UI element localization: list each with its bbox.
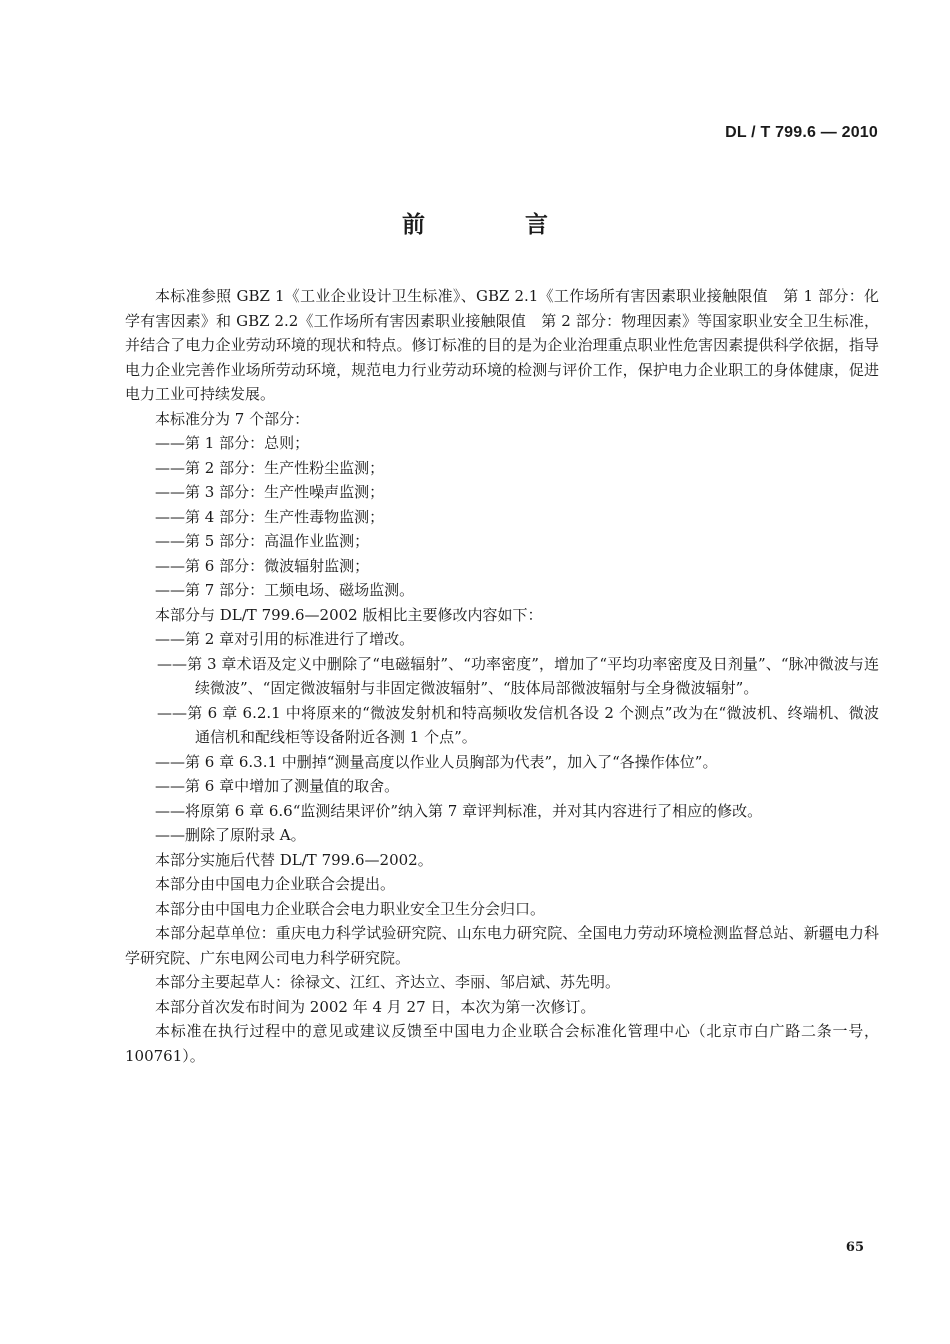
list-item: ——第 3 部分：生产性噪声监测； <box>155 483 385 501</box>
parts-intro: 本标准分为 7 个部分： <box>155 409 310 428</box>
changes-intro: 本部分与 DL/T 799.6—2002 版相比主要修改内容如下： <box>155 605 543 624</box>
change-item: ——将原第 6 章 6.6“监测结果评价”纳入第 7 章评判标准，并对其内容进行了相应的修改。 <box>155 801 763 820</box>
replacement-note: 本部分实施后代替 DL/T 799.6—2002。 <box>155 850 433 869</box>
release-history: 本部分首次发布时间为 2002 年 4 月 27 日，本次为第一次修订。 <box>155 997 596 1016</box>
change-item: ——第 6 章中增加了测量值的取舍。 <box>155 777 400 795</box>
list-item: ——第 7 部分：工频电场、磁场监测。 <box>155 581 415 599</box>
centralized-note: 本部分由中国电力企业联合会电力职业安全卫生分会归口。 <box>155 899 546 918</box>
list-item: ——第 4 部分：生产性毒物监测； <box>155 507 385 526</box>
list-item: ——第 5 部分：高温作业监测； <box>155 532 370 550</box>
drafting-units: 本部分起草单位：重庆电力科学试验研究院、山东电力研究院、全国电力劳动环境检测监督总站、新疆电力科学研究院、广东电网公司电力科学研究院。 <box>125 924 879 967</box>
list-item: ——第 2 部分：生产性粉尘监测； <box>155 458 385 477</box>
standard-code: DL / T 799.6 — 2010 <box>725 124 878 141</box>
page-number: 65 <box>845 1240 864 1255</box>
change-item: ——删除了原附录 A。 <box>155 826 306 844</box>
change-item: ——第 2 章对引用的标准进行了增改。 <box>155 630 415 648</box>
change-item: ——第 6 章 6.3.1 中删掉“测量高度以作业人员胸部为代表”，加入了“各操作体位”。 <box>155 752 718 771</box>
change-item: ——第 6 章 6.2.1 中将原来的“微波发射机和特高频收发信机各设 2 个测点”改为在“微波机、终端机、微波通信机和配线柜等设备附近各测 1 个点”。 <box>157 703 879 746</box>
proposer-note: 本部分由中国电力企业联合会提出。 <box>155 875 396 893</box>
list-item: ——第 6 部分：微波辐射监测； <box>155 556 370 575</box>
drafters: 本部分主要起草人：徐禄文、江红、齐达立、李丽、邹启斌、苏先明。 <box>155 973 621 991</box>
list-item: ——第 1 部分：总则； <box>155 434 310 452</box>
change-item: ——第 3 章术语及定义中删除了“电磁辐射”、“功率密度”，增加了“平均功率密度及日剂量”、“脉冲微波与连续微波”、“固定微波辐射与非固定微波辐射”、“肢体局部微波辐射与全身微波辐射”。 <box>157 654 879 697</box>
page-title: 前 言 <box>401 212 594 238</box>
feedback-note: 本标准在执行过程中的意见或建议反馈至中国电力企业联合会标准化管理中心（北京市白广路二条一号，100761）。 <box>125 1022 879 1065</box>
document-body <box>125 284 879 1068</box>
intro-paragraph: 本标准参照 GBZ 1《工业企业设计卫生标准》、GBZ 2.1《工作场所有害因素职业接触限值 第 1 部分：化学有害因素》和 GBZ 2.2《工作场所有害因素职业接触限值 第 2 部分：物理因素》等国家职业安全卫生标准，并结合了电力企业劳动环境的现状和特点。修订标准的目的是为企业治理重点职业性危害因素提供科学依据，指导电力企业完善作业场所劳动环境，规范电力行业劳动环境的检测与评价工作，保护电力企业职工的身体健康，促进电力工业可持续发展。 <box>125 287 879 403</box>
